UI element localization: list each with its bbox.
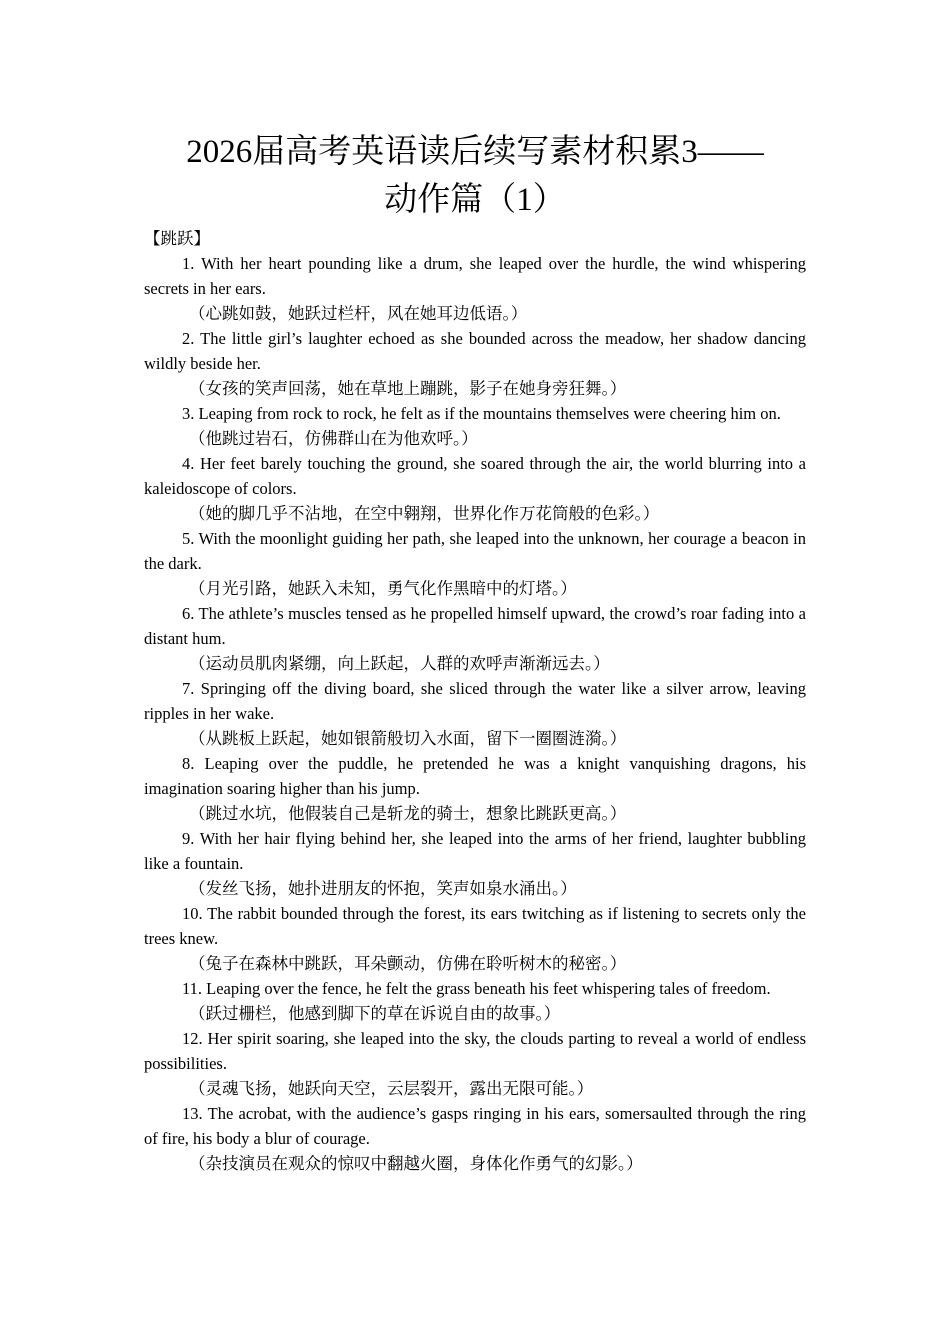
list-item bbox=[144, 751, 806, 826]
chinese-translation: （跃过栅栏，他感到脚下的草在诉说自由的故事。） bbox=[189, 1004, 561, 1023]
section-heading: 【跳跃】 bbox=[144, 229, 210, 248]
list-item bbox=[144, 401, 806, 451]
list-item bbox=[144, 526, 806, 601]
chinese-translation: （发丝飞扬，她扑进朋友的怀抱，笑声如泉水涌出。） bbox=[189, 879, 577, 898]
chinese-translation: （她的脚几乎不沾地，在空中翱翔，世界化作万花筒般的色彩。） bbox=[189, 504, 660, 523]
entry-list bbox=[144, 251, 806, 1176]
chinese-translation: （女孩的笑声回荡，她在草地上蹦跳，影子在她身旁狂舞。） bbox=[189, 379, 627, 398]
english-sentence: 2. The little girl’s laughter echoed as she bounded across the meadow, her shadow dancing wildly beside her. bbox=[144, 329, 806, 373]
list-item bbox=[144, 601, 806, 676]
list-item bbox=[144, 1101, 806, 1176]
english-sentence: 5. With the moonlight guiding her path, she leaped into the unknown, her courage a beacon in the dark. bbox=[144, 529, 806, 573]
list-item bbox=[144, 326, 806, 401]
list-item bbox=[144, 1026, 806, 1101]
chinese-translation: （兔子在森林中跳跃，耳朵颤动，仿佛在聆听树木的秘密。） bbox=[189, 954, 627, 973]
page-title bbox=[144, 128, 806, 224]
english-sentence: 9. With her hair flying behind her, she leaped into the arms of her friend, laughter bubbling like a fountain. bbox=[144, 829, 806, 873]
list-item bbox=[144, 826, 806, 901]
english-sentence: 13. The acrobat, with the audience’s gasps ringing in his ears, somersaulted through the ring of fire, his body a blur of courage. bbox=[144, 1104, 806, 1148]
chinese-translation: （灵魂飞扬，她跃向天空，云层裂开，露出无限可能。） bbox=[189, 1079, 594, 1098]
chinese-translation: （月光引路，她跃入未知，勇气化作黑暗中的灯塔。） bbox=[189, 579, 577, 598]
chinese-translation: （杂技演员在观众的惊叹中翻越火圈，身体化作勇气的幻影。） bbox=[189, 1154, 643, 1173]
english-sentence: 7. Springing off the diving board, she sliced through the water like a silver arrow, leaving ripples in her wake. bbox=[144, 679, 806, 723]
list-item bbox=[144, 976, 806, 1026]
chinese-translation: （跳过水坑，他假装自己是斩龙的骑士，想象比跳跃更高。） bbox=[189, 804, 627, 823]
chinese-translation: （他跳过岩石，仿佛群山在为他欢呼。） bbox=[189, 429, 478, 448]
chinese-translation: （从跳板上跃起，她如银箭般切入水面，留下一圈圈涟漪。） bbox=[189, 729, 627, 748]
english-sentence: 4. Her feet barely touching the ground, she soared through the air, the world blurring into a kaleidoscope of colors. bbox=[144, 454, 806, 498]
english-sentence: 10. The rabbit bounded through the forest, its ears twitching as if listening to secrets only the trees knew. bbox=[144, 904, 806, 948]
english-sentence: 3. Leaping from rock to rock, he felt as if the mountains themselves were cheering him on. bbox=[182, 404, 781, 423]
document-page bbox=[144, 128, 806, 1176]
title-line-1: 2026届高考英语读后续写素材积累3—— bbox=[186, 134, 764, 170]
english-sentence: 6. The athlete’s muscles tensed as he propelled himself upward, the crowd’s roar fading into a distant hum. bbox=[144, 604, 806, 648]
english-sentence: 11. Leaping over the fence, he felt the grass beneath his feet whispering tales of freedom. bbox=[182, 979, 771, 998]
title-line-2: 动作篇（1） bbox=[384, 182, 566, 218]
list-item bbox=[144, 451, 806, 526]
list-item bbox=[144, 251, 806, 326]
list-item bbox=[144, 676, 806, 751]
chinese-translation: （运动员肌肉紧绷，向上跃起，人群的欢呼声渐渐远去。） bbox=[189, 654, 610, 673]
list-item bbox=[144, 901, 806, 976]
english-sentence: 12. Her spirit soaring, she leaped into the sky, the clouds parting to reveal a world of endless possibilities. bbox=[144, 1029, 806, 1073]
chinese-translation: （心跳如鼓，她跃过栏杆，风在她耳边低语。） bbox=[189, 304, 528, 323]
english-sentence: 1. With her heart pounding like a drum, she leaped over the hurdle, the wind whispering secrets in her ears. bbox=[144, 254, 806, 298]
english-sentence: 8. Leaping over the puddle, he pretended he was a knight vanquishing dragons, his imagination soaring higher than his jump. bbox=[144, 754, 806, 798]
